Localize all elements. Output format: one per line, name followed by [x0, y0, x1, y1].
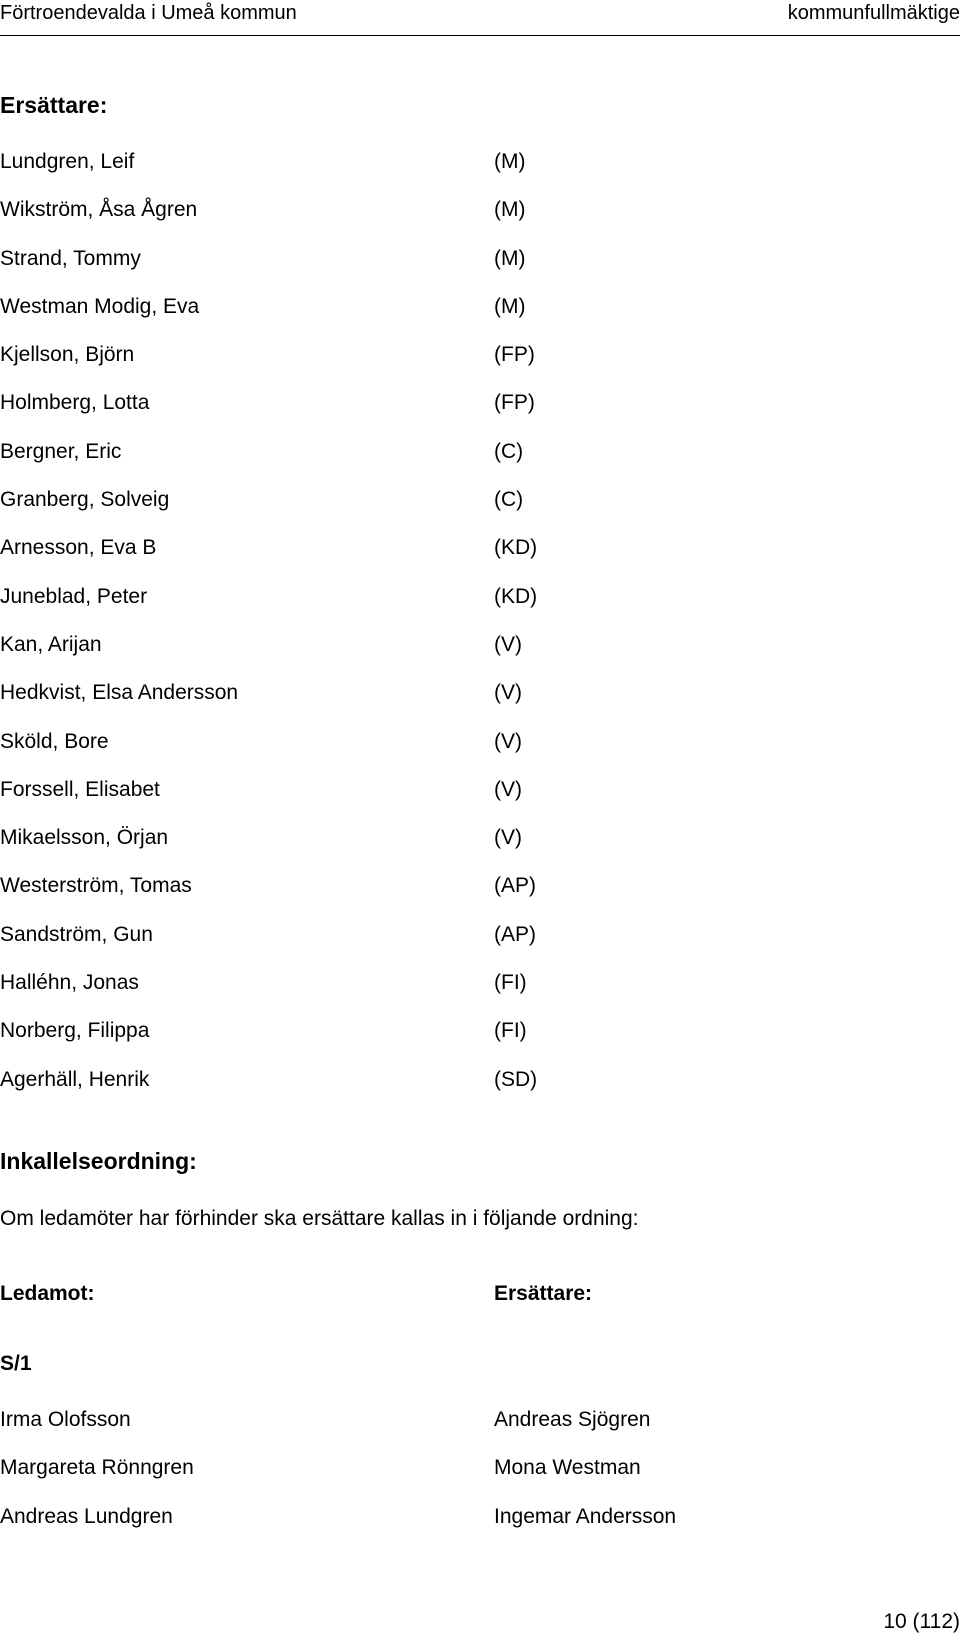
group-label: S/1: [0, 1352, 32, 1375]
member-name: Irma Olofsson: [0, 1408, 131, 1431]
page-number: 10 (112): [883, 1610, 960, 1633]
substitute-name: Westman Modig, Eva: [0, 294, 200, 318]
substitute-row: [0, 971, 600, 1019]
substitute-party: (KD): [494, 536, 538, 560]
substitute-party: (V): [494, 681, 522, 705]
substitute-name: Ingemar Andersson: [494, 1504, 677, 1528]
substitute-row: [0, 923, 600, 971]
substitute-party: (C): [494, 488, 524, 512]
substitute-party: (V): [494, 632, 522, 656]
call-order-row: [0, 1408, 900, 1456]
substitute-row: [0, 874, 600, 922]
substitute-name: Wikström, Åsa Ågren: [0, 198, 198, 222]
substitute-party: (M): [494, 294, 526, 318]
substitute-party: (M): [494, 198, 526, 222]
substitute-column-header: Ersättare:: [494, 1282, 593, 1305]
substitute-party: (V): [494, 729, 522, 753]
substitute-name: Andreas Sjögren: [494, 1408, 651, 1431]
substitute-row: [0, 778, 600, 826]
substitute-row: [0, 343, 600, 391]
call-order-row: [0, 1456, 900, 1504]
substitute-row: [0, 150, 600, 198]
substitutes-list: [0, 150, 600, 1116]
substitute-party: (AP): [494, 874, 536, 898]
header-divider: [0, 35, 960, 36]
substitute-party: (FP): [494, 343, 535, 367]
member-name: Andreas Lundgren: [0, 1504, 173, 1528]
substitute-party: (M): [494, 150, 526, 173]
substitute-party: (C): [494, 439, 524, 463]
substitute-row: [0, 1068, 600, 1116]
substitute-name: Forssell, Elisabet: [0, 777, 160, 801]
substitute-name: Norberg, Filippa: [0, 1019, 150, 1043]
call-order-heading: Inkallelseordning:: [0, 1148, 197, 1174]
substitute-name: Arnesson, Eva B: [0, 536, 157, 560]
substitute-row: [0, 826, 600, 874]
substitute-name: Westerström, Tomas: [0, 874, 192, 898]
substitute-name: Bergner, Eric: [0, 439, 122, 463]
substitute-name: Holmberg, Lotta: [0, 391, 150, 415]
header-section: kommunfullmäktige: [787, 2, 960, 24]
substitute-name: Agerhäll, Henrik: [0, 1067, 150, 1091]
member-name: Margareta Rönngren: [0, 1456, 194, 1480]
substitute-row: [0, 536, 600, 584]
substitute-name: Kjellson, Björn: [0, 343, 135, 367]
substitute-name: Mona Westman: [494, 1456, 641, 1480]
substitutes-heading: Ersättare:: [0, 92, 108, 118]
call-order-list: [0, 1408, 900, 1553]
substitute-party: (FP): [494, 391, 535, 415]
substitute-party: (V): [494, 826, 522, 850]
substitute-row: [0, 198, 600, 246]
substitute-name: Halléhn, Jonas: [0, 971, 139, 995]
member-column-header: Ledamot:: [0, 1282, 95, 1305]
substitute-party: (V): [494, 777, 522, 801]
substitute-name: Sandström, Gun: [0, 922, 153, 946]
call-order-intro: Om ledamöter har förhinder ska ersättare kallas in i följande ordning:: [0, 1207, 639, 1230]
substitute-party: (KD): [494, 584, 538, 608]
substitute-name: Hedkvist, Elsa Andersson: [0, 681, 239, 705]
substitute-name: Sköld, Bore: [0, 729, 109, 753]
substitute-row: [0, 730, 600, 778]
substitute-row: [0, 391, 600, 439]
substitute-row: [0, 681, 600, 729]
substitute-party: (M): [494, 246, 526, 270]
substitute-row: [0, 488, 600, 536]
substitute-party: (FI): [494, 1019, 527, 1043]
substitute-row: [0, 295, 600, 343]
substitute-name: Kan, Arijan: [0, 632, 102, 656]
call-order-row: [0, 1505, 900, 1553]
substitute-row: [0, 1019, 600, 1067]
header-organization: Förtroendevalda i Umeå kommun: [0, 2, 297, 24]
substitute-row: [0, 633, 600, 681]
substitute-name: Lundgren, Leif: [0, 150, 135, 173]
substitute-row: [0, 247, 600, 295]
substitute-name: Juneblad, Peter: [0, 584, 148, 608]
substitute-name: Strand, Tommy: [0, 246, 141, 270]
substitute-row: [0, 440, 600, 488]
substitute-name: Granberg, Solveig: [0, 488, 170, 512]
substitute-name: Mikaelsson, Örjan: [0, 826, 169, 850]
substitute-party: (AP): [494, 922, 536, 946]
substitute-party: (SD): [494, 1067, 538, 1091]
substitute-row: [0, 585, 600, 633]
substitute-party: (FI): [494, 971, 527, 995]
